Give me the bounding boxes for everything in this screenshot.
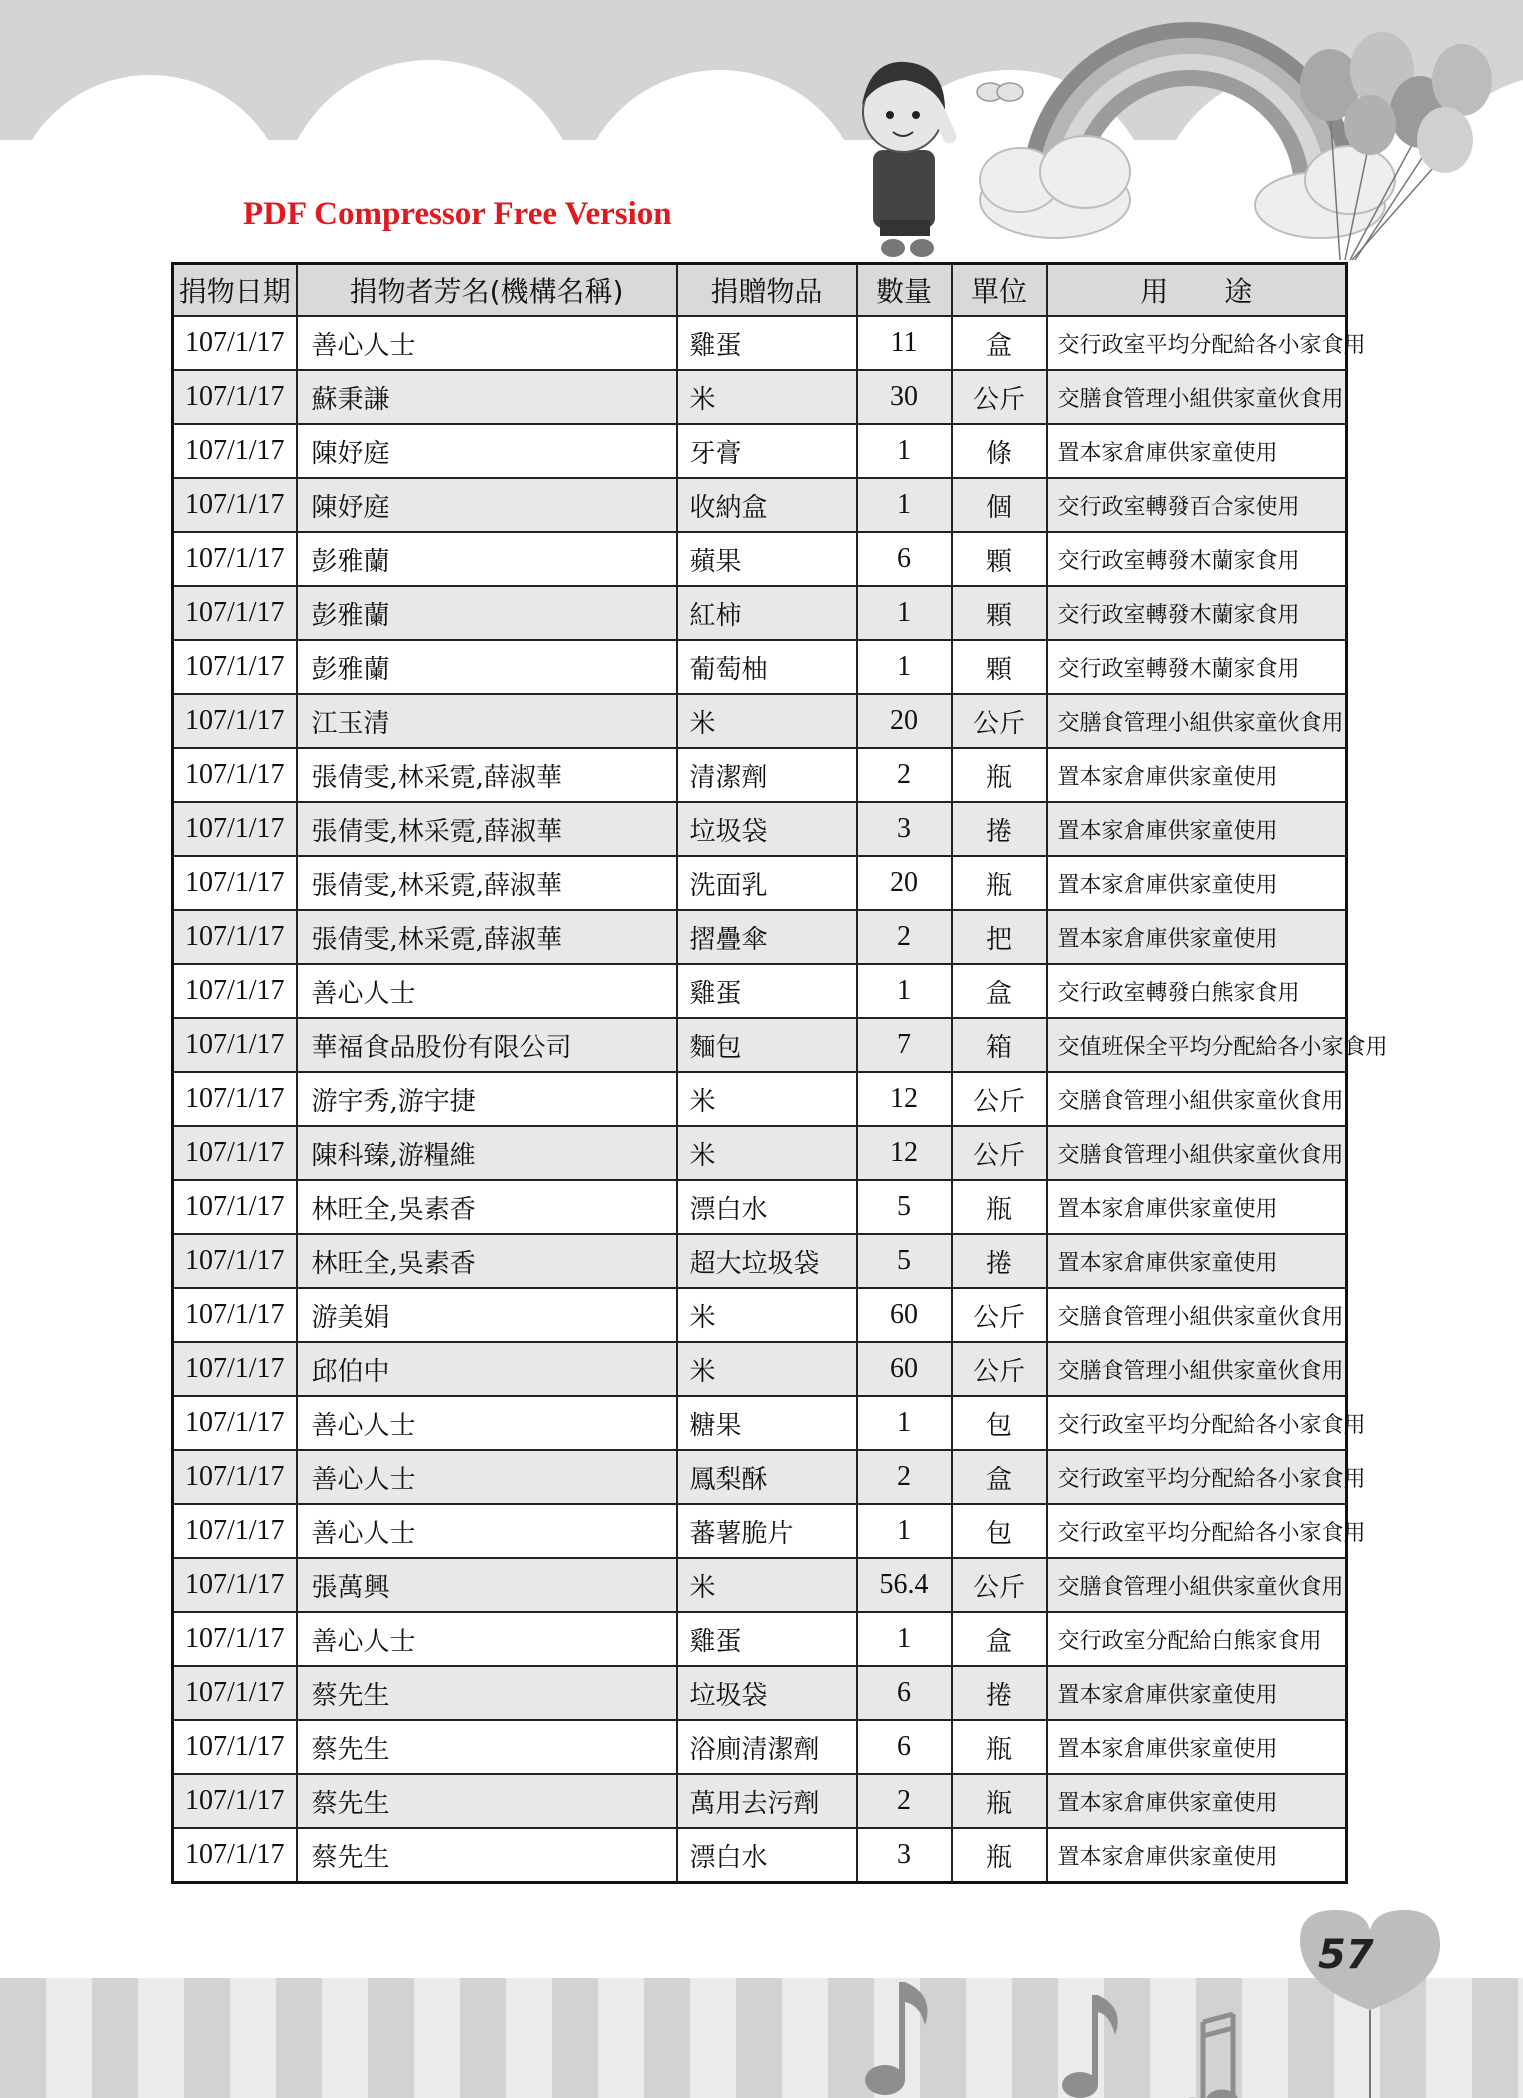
- cell-usage: 交行政室平均分配給各小家食用: [1047, 1450, 1347, 1504]
- cell-donor: 善心人士: [297, 1504, 677, 1558]
- table-row: [173, 1018, 1347, 1072]
- cell-quantity: 60: [857, 1342, 952, 1396]
- cell-item: 漂白水: [677, 1180, 857, 1234]
- cell-usage: 交膳食管理小組供家童伙食用: [1047, 1558, 1347, 1612]
- cell-quantity: 6: [857, 532, 952, 586]
- cell-date: 107/1/17: [173, 1072, 297, 1126]
- cell-quantity: 2: [857, 910, 952, 964]
- cell-quantity: 3: [857, 1828, 952, 1883]
- table-row: [173, 856, 1347, 910]
- cell-quantity: 11: [857, 316, 952, 370]
- bottom-decoration: [0, 1960, 1523, 2098]
- cell-date: 107/1/17: [173, 1720, 297, 1774]
- cell-quantity: 7: [857, 1018, 952, 1072]
- cell-item: 糖果: [677, 1396, 857, 1450]
- cell-unit: 瓶: [952, 1774, 1047, 1828]
- cell-donor: 林旺全,吳素香: [297, 1180, 677, 1234]
- cell-usage: 交行政室平均分配給各小家食用: [1047, 316, 1347, 370]
- cell-quantity: 2: [857, 1774, 952, 1828]
- cell-date: 107/1/17: [173, 1774, 297, 1828]
- cell-usage: 交行政室轉發木蘭家食用: [1047, 532, 1347, 586]
- cell-date: 107/1/17: [173, 1666, 297, 1720]
- cell-date: 107/1/17: [173, 640, 297, 694]
- cell-usage: 置本家倉庫供家童使用: [1047, 910, 1347, 964]
- table-row: [173, 802, 1347, 856]
- cell-date: 107/1/17: [173, 1504, 297, 1558]
- cell-donor: 蔡先生: [297, 1720, 677, 1774]
- cell-quantity: 6: [857, 1666, 952, 1720]
- table-row: [173, 1180, 1347, 1234]
- cell-date: 107/1/17: [173, 1018, 297, 1072]
- cell-quantity: 5: [857, 1180, 952, 1234]
- cell-donor: 善心人士: [297, 964, 677, 1018]
- table-row: [173, 910, 1347, 964]
- cell-unit: 捲: [952, 1234, 1047, 1288]
- cell-unit: 捲: [952, 1666, 1047, 1720]
- cell-quantity: 3: [857, 802, 952, 856]
- cell-unit: 盒: [952, 1450, 1047, 1504]
- cell-date: 107/1/17: [173, 1342, 297, 1396]
- cell-quantity: 12: [857, 1126, 952, 1180]
- cell-date: 107/1/17: [173, 1126, 297, 1180]
- table-row: [173, 694, 1347, 748]
- cell-date: 107/1/17: [173, 1396, 297, 1450]
- cell-usage: 置本家倉庫供家童使用: [1047, 1720, 1347, 1774]
- cell-unit: 顆: [952, 532, 1047, 586]
- cell-item: 萬用去污劑: [677, 1774, 857, 1828]
- cell-unit: 盒: [952, 316, 1047, 370]
- cell-donor: 張倩雯,林采霓,薛淑華: [297, 856, 677, 910]
- cell-quantity: 30: [857, 370, 952, 424]
- cell-usage: 置本家倉庫供家童使用: [1047, 1180, 1347, 1234]
- cell-usage: 置本家倉庫供家童使用: [1047, 1828, 1347, 1883]
- cell-usage: 置本家倉庫供家童使用: [1047, 748, 1347, 802]
- cell-item: 洗面乳: [677, 856, 857, 910]
- header-date: 捐物日期: [173, 264, 297, 317]
- cell-item: 雞蛋: [677, 964, 857, 1018]
- table-row: [173, 1612, 1347, 1666]
- cell-donor: 陳科臻,游糧維: [297, 1126, 677, 1180]
- cell-item: 蕃薯脆片: [677, 1504, 857, 1558]
- cell-donor: 陳妤庭: [297, 478, 677, 532]
- table-row: [173, 586, 1347, 640]
- cell-item: 葡萄柚: [677, 640, 857, 694]
- cell-item: 米: [677, 1558, 857, 1612]
- cell-date: 107/1/17: [173, 1612, 297, 1666]
- cell-unit: 把: [952, 910, 1047, 964]
- table-header-row: [173, 264, 1347, 317]
- cell-date: 107/1/17: [173, 1288, 297, 1342]
- table-row: [173, 1288, 1347, 1342]
- cell-date: 107/1/17: [173, 856, 297, 910]
- cell-item: 浴廁清潔劑: [677, 1720, 857, 1774]
- cell-unit: 箱: [952, 1018, 1047, 1072]
- cell-date: 107/1/17: [173, 478, 297, 532]
- top-decoration: [0, 0, 1523, 260]
- cell-unit: 顆: [952, 586, 1047, 640]
- cell-donor: 彭雅蘭: [297, 586, 677, 640]
- cell-unit: 包: [952, 1504, 1047, 1558]
- header-unit: 單位: [952, 264, 1047, 317]
- cell-usage: 交行政室分配給白熊家食用: [1047, 1612, 1347, 1666]
- cell-quantity: 2: [857, 748, 952, 802]
- table-row: [173, 1450, 1347, 1504]
- cell-date: 107/1/17: [173, 964, 297, 1018]
- cell-unit: 公斤: [952, 1342, 1047, 1396]
- table-row: [173, 1720, 1347, 1774]
- donation-table-container: [171, 262, 1388, 1884]
- cell-usage: 交行政室平均分配給各小家食用: [1047, 1396, 1347, 1450]
- cell-usage: 交膳食管理小組供家童伙食用: [1047, 694, 1347, 748]
- cell-item: 垃圾袋: [677, 802, 857, 856]
- cell-usage: 置本家倉庫供家童使用: [1047, 1234, 1347, 1288]
- cell-date: 107/1/17: [173, 532, 297, 586]
- table-row: [173, 1558, 1347, 1612]
- cell-item: 米: [677, 1288, 857, 1342]
- cell-quantity: 1: [857, 640, 952, 694]
- cell-item: 收納盒: [677, 478, 857, 532]
- cell-donor: 張倩雯,林采霓,薛淑華: [297, 802, 677, 856]
- cell-donor: 彭雅蘭: [297, 640, 677, 694]
- cell-item: 米: [677, 694, 857, 748]
- cell-usage: 交行政室平均分配給各小家食用: [1047, 1504, 1347, 1558]
- header-item: 捐贈物品: [677, 264, 857, 317]
- cell-unit: 公斤: [952, 694, 1047, 748]
- cell-donor: 邱伯中: [297, 1342, 677, 1396]
- cell-quantity: 2: [857, 1450, 952, 1504]
- table-row: [173, 1234, 1347, 1288]
- donation-table: [171, 262, 1388, 1884]
- cell-date: 107/1/17: [173, 1180, 297, 1234]
- cell-unit: 瓶: [952, 1828, 1047, 1883]
- cell-date: 107/1/17: [173, 694, 297, 748]
- cell-donor: 張倩雯,林采霓,薛淑華: [297, 910, 677, 964]
- cell-unit: 顆: [952, 640, 1047, 694]
- table-row: [173, 1396, 1347, 1450]
- cell-item: 漂白水: [677, 1828, 857, 1883]
- cell-unit: 公斤: [952, 1126, 1047, 1180]
- cell-date: 107/1/17: [173, 748, 297, 802]
- page-number: 57: [1318, 1932, 1374, 1978]
- cell-item: 米: [677, 370, 857, 424]
- cell-unit: 盒: [952, 1612, 1047, 1666]
- butterfly-icon: [977, 83, 1023, 101]
- cell-quantity: 12: [857, 1072, 952, 1126]
- cell-unit: 瓶: [952, 856, 1047, 910]
- cell-date: 107/1/17: [173, 1558, 297, 1612]
- cell-item: 米: [677, 1072, 857, 1126]
- table-row: [173, 370, 1347, 424]
- cell-usage: 交行政室轉發百合家使用: [1047, 478, 1347, 532]
- cell-date: 107/1/17: [173, 370, 297, 424]
- cell-unit: 瓶: [952, 1720, 1047, 1774]
- table-row: [173, 1072, 1347, 1126]
- table-body: [173, 316, 1388, 1883]
- cell-usage: 置本家倉庫供家童使用: [1047, 1666, 1347, 1720]
- cell-donor: 林旺全,吳素香: [297, 1234, 677, 1288]
- cell-donor: 張萬興: [297, 1558, 677, 1612]
- cell-quantity: 1: [857, 1504, 952, 1558]
- cell-date: 107/1/17: [173, 1828, 297, 1883]
- cell-usage: 交膳食管理小組供家童伙食用: [1047, 1126, 1347, 1180]
- cell-quantity: 6: [857, 1720, 952, 1774]
- cell-item: 雞蛋: [677, 316, 857, 370]
- table-row: [173, 1504, 1347, 1558]
- cell-usage: 交膳食管理小組供家童伙食用: [1047, 370, 1347, 424]
- cell-usage: 交行政室轉發白熊家食用: [1047, 964, 1347, 1018]
- table-row: [173, 478, 1347, 532]
- cell-date: 107/1/17: [173, 1234, 297, 1288]
- cell-quantity: 1: [857, 964, 952, 1018]
- cell-item: 蘋果: [677, 532, 857, 586]
- cell-quantity: 5: [857, 1234, 952, 1288]
- cell-unit: 條: [952, 424, 1047, 478]
- table-row: [173, 1126, 1347, 1180]
- cell-donor: 善心人士: [297, 1396, 677, 1450]
- watermark-text: PDF Compressor Free Version: [243, 196, 672, 232]
- cell-item: 米: [677, 1126, 857, 1180]
- cell-item: 摺疊傘: [677, 910, 857, 964]
- table-row: [173, 748, 1347, 802]
- cell-unit: 公斤: [952, 1288, 1047, 1342]
- table-row: [173, 316, 1347, 370]
- cell-quantity: 1: [857, 1612, 952, 1666]
- cell-usage: 交行政室轉發木蘭家食用: [1047, 640, 1347, 694]
- header-quantity: 數量: [857, 264, 952, 317]
- cell-unit: 包: [952, 1396, 1047, 1450]
- table-row: [173, 964, 1347, 1018]
- cell-date: 107/1/17: [173, 316, 297, 370]
- cell-item: 清潔劑: [677, 748, 857, 802]
- cell-donor: 張倩雯,林采霓,薛淑華: [297, 748, 677, 802]
- cell-quantity: 1: [857, 586, 952, 640]
- cell-donor: 華福食品股份有限公司: [297, 1018, 677, 1072]
- cell-date: 107/1/17: [173, 802, 297, 856]
- table-row: [173, 424, 1347, 478]
- cell-quantity: 20: [857, 694, 952, 748]
- cell-usage: 交膳食管理小組供家童伙食用: [1047, 1342, 1347, 1396]
- cell-item: 垃圾袋: [677, 1666, 857, 1720]
- table-row: [173, 1666, 1347, 1720]
- cell-unit: 公斤: [952, 370, 1047, 424]
- cell-donor: 蘇秉謙: [297, 370, 677, 424]
- cell-unit: 瓶: [952, 748, 1047, 802]
- cell-donor: 蔡先生: [297, 1828, 677, 1883]
- cell-unit: 個: [952, 478, 1047, 532]
- cell-unit: 公斤: [952, 1558, 1047, 1612]
- table-row: [173, 1828, 1347, 1883]
- cell-usage: 置本家倉庫供家童使用: [1047, 424, 1347, 478]
- cell-donor: 游宇秀,游宇捷: [297, 1072, 677, 1126]
- cell-donor: 蔡先生: [297, 1666, 677, 1720]
- cell-unit: 盒: [952, 964, 1047, 1018]
- cell-donor: 善心人士: [297, 316, 677, 370]
- table-row: [173, 1342, 1347, 1396]
- cell-date: 107/1/17: [173, 910, 297, 964]
- cell-unit: 捲: [952, 802, 1047, 856]
- cell-item: 紅柿: [677, 586, 857, 640]
- header-usage: 用 途: [1047, 264, 1347, 317]
- cell-item: 超大垃圾袋: [677, 1234, 857, 1288]
- cell-donor: 陳妤庭: [297, 424, 677, 478]
- cell-unit: 瓶: [952, 1180, 1047, 1234]
- cell-unit: 公斤: [952, 1072, 1047, 1126]
- cell-usage: 交值班保全平均分配給各小家食用: [1047, 1018, 1347, 1072]
- cell-item: 鳳梨酥: [677, 1450, 857, 1504]
- cell-usage: 交膳食管理小組供家童伙食用: [1047, 1072, 1347, 1126]
- cell-quantity: 1: [857, 1396, 952, 1450]
- cell-item: 牙膏: [677, 424, 857, 478]
- cell-date: 107/1/17: [173, 424, 297, 478]
- cell-usage: 交行政室轉發木蘭家食用: [1047, 586, 1347, 640]
- header-donor: 捐物者芳名(機構名稱): [297, 264, 677, 317]
- cell-quantity: 1: [857, 424, 952, 478]
- cell-quantity: 60: [857, 1288, 952, 1342]
- cell-quantity: 20: [857, 856, 952, 910]
- cell-donor: 彭雅蘭: [297, 532, 677, 586]
- cell-item: 麵包: [677, 1018, 857, 1072]
- cell-item: 雞蛋: [677, 1612, 857, 1666]
- cell-usage: 交膳食管理小組供家童伙食用: [1047, 1288, 1347, 1342]
- cell-usage: 置本家倉庫供家童使用: [1047, 856, 1347, 910]
- cell-donor: 善心人士: [297, 1450, 677, 1504]
- cell-item: 米: [677, 1342, 857, 1396]
- cell-quantity: 56.4: [857, 1558, 952, 1612]
- table-row: [173, 532, 1347, 586]
- cell-donor: 游美娟: [297, 1288, 677, 1342]
- cell-quantity: 1: [857, 478, 952, 532]
- cell-date: 107/1/17: [173, 1450, 297, 1504]
- cell-donor: 江玉清: [297, 694, 677, 748]
- cell-date: 107/1/17: [173, 586, 297, 640]
- cell-usage: 置本家倉庫供家童使用: [1047, 1774, 1347, 1828]
- cell-usage: 置本家倉庫供家童使用: [1047, 802, 1347, 856]
- cell-donor: 蔡先生: [297, 1774, 677, 1828]
- cell-donor: 善心人士: [297, 1612, 677, 1666]
- table-row: [173, 640, 1347, 694]
- table-row: [173, 1774, 1347, 1828]
